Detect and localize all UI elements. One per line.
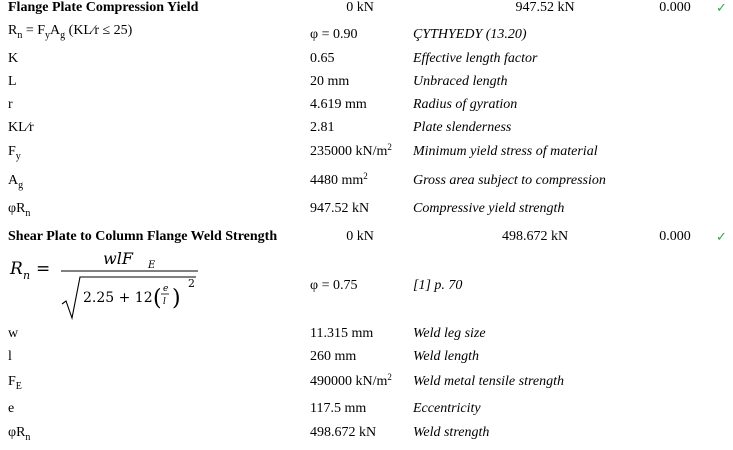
check-icon: ✓ <box>716 0 727 15</box>
paren-close: ) <box>172 286 181 311</box>
param-symbol: K <box>8 51 19 66</box>
reference: [1] p. 70 <box>413 278 463 293</box>
param-value: 4480 $mm^2$ <box>310 171 368 188</box>
param-symbol: $\varphi R_n$ <box>8 425 31 443</box>
param-symbol: KL⁄r <box>8 120 34 135</box>
param-description: Gross area subject to compression <box>413 173 606 188</box>
param-description: Weld strength <box>413 425 490 440</box>
param-description: Plate slenderness <box>413 120 512 135</box>
param-description: Minimum yield stress of material <box>413 144 598 159</box>
param-symbol: $F_y$ <box>8 144 21 162</box>
param-symbol: l <box>8 349 12 364</box>
param-value: 4.619 mm <box>310 97 367 112</box>
param-symbol: $\varphi R_n$ <box>8 201 31 219</box>
formula-rn: $R_n = F_yA_g$ (KL⁄r ≤ 25) <box>8 23 133 41</box>
param-symbol: $A_g$ <box>8 173 24 191</box>
paren-open: ( <box>153 286 162 311</box>
phi-factor: φ = 0.75 <box>310 278 358 293</box>
param-value: 260 mm <box>310 349 357 364</box>
param-value: 947.52 kN <box>310 201 370 216</box>
param-description: Weld length <box>413 349 479 364</box>
param-description: Weld leg size <box>413 326 486 341</box>
formula-equals: = <box>36 259 51 279</box>
param-description: Weld metal tensile strength <box>413 374 564 389</box>
section-title: Flange Plate Compression Yield <box>8 0 199 15</box>
ratio-value: 0.000 <box>659 229 691 244</box>
formula-const: 2.25 + 12 <box>83 290 153 306</box>
reference: ÇYTHYEDY (13.20) <box>413 27 527 42</box>
frac-top: e <box>163 284 169 294</box>
param-value: 498.672 kN <box>310 425 377 440</box>
param-value: 20 mm <box>310 74 350 89</box>
param-symbol: r <box>8 97 13 112</box>
param-symbol: L <box>8 74 17 89</box>
capacity-value: 498.672 kN <box>501 229 569 244</box>
formula-power: 2 <box>188 277 195 290</box>
demand-value: 0 kN <box>346 229 374 244</box>
param-value: 490000 $kN/m^2$ <box>310 372 392 389</box>
demand-value: 0 kN <box>346 0 374 15</box>
formula-numerator: wlF <box>103 249 133 268</box>
param-description: Eccentricity <box>413 401 481 416</box>
param-value: 2.81 <box>310 120 335 135</box>
param-value: 235000 $kN/m^2$ <box>310 142 392 159</box>
param-description: Unbraced length <box>413 74 508 89</box>
formula-lhs-sub: n <box>23 269 31 282</box>
param-symbol: w <box>8 326 19 341</box>
ratio-value: 0.000 <box>659 0 691 15</box>
param-symbol: e <box>8 401 15 416</box>
param-symbol: $F_E$ <box>8 374 22 392</box>
param-value: 117.5 mm <box>310 401 367 416</box>
param-description: Effective length factor <box>413 51 538 66</box>
check-icon: ✓ <box>716 229 727 244</box>
formula-lhs: R <box>10 259 23 279</box>
section-title: Shear Plate to Column Flange Weld Strength <box>8 229 278 244</box>
param-value: 11.315 mm <box>310 326 374 341</box>
formula-num-sub: E <box>148 260 156 271</box>
param-description: Compressive yield strength <box>413 201 565 216</box>
param-description: Radius of gyration <box>413 97 518 112</box>
capacity-value: 947.52 kN <box>515 0 575 15</box>
frac-bot: l <box>163 297 166 307</box>
param-value: 0.65 <box>310 51 335 66</box>
phi-factor: φ = 0.90 <box>310 27 358 42</box>
weld-strength-formula <box>6 244 206 322</box>
